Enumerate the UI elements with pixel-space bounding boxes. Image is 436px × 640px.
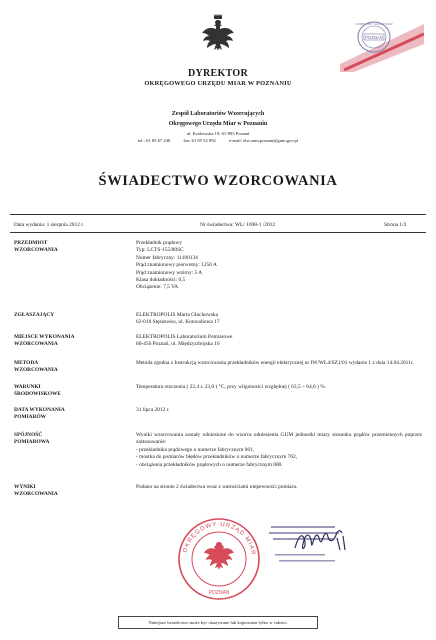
seal-city: POZNAŃ (208, 590, 230, 596)
copy-notice: Niniejsze świadectwo może być okazywane lub kopiowane tylko w całości. (118, 616, 318, 629)
traceability-text: Wyniki wzorcowania zostały odniesione do wzorca odniesienia GUM jednostki miary stosunku prądów przemiennych poprzez zastosowanie: - przekładnika prądowego o numerze fabrycznym 061, - mostka do pomiarów błędów przekładników o numerze fabrycznym 762, - obciążenia przekładników prądowych o numerze fabrycznym 080. (136, 432, 422, 468)
lab-email: e-mail: zlw.oum.poznan@gum.gov.pl (228, 138, 299, 143)
conditions-text: Temperatura otoczenia ( 22,4 ± 23,0 ) °C, przy wilgotności względnej ( 63,5 ÷ 64,6 ) %. (136, 384, 327, 390)
director-title: DYREKTOR (187, 68, 248, 79)
measurement-date-label: DATA WYKONANIA POMIARÓW (14, 407, 65, 421)
page-number: Strona 1/2 (384, 222, 407, 228)
lab-fax: fax: 61 85 52 892 (183, 138, 216, 143)
method-text: Metoda zgodna z Instrukcją wzorcowania przekładników energii elektrycznej nr IW/WL4/SZ1/01 wydanie 1 z dnia 14.04.2011r. (136, 360, 414, 366)
measurement-date: 31 lipca 2012 r. (136, 407, 170, 413)
lab-phone: tel.: 61 85 67 240 (137, 138, 171, 143)
lab-name-line1: Zespół Laboratoriów Wzorcujących (171, 111, 265, 117)
official-round-seal (176, 516, 262, 602)
place-label: MIEJSCE WYKONANIA WZORCOWANIA (14, 334, 75, 348)
results-label: WYNIKI WZORCOWANIA (14, 484, 58, 498)
red-office-stamp (340, 14, 424, 72)
document-title: ŚWIADECTWO WZORCOWANIA (98, 173, 338, 189)
certificate-number: Nr świadectwa: WL/ 1698-1 /2012 (200, 222, 276, 228)
conditions-label: WARUNKI ŚRODOWISKOWE (14, 384, 62, 398)
place-details: ELEKTROPOLIS Laboratorium Pomiarowe 60-456 Poznań, ul. Międzyzdrojska 16 (136, 334, 233, 348)
eagle-emblem (197, 14, 239, 60)
stamp-ring-text: OKRĘGOWY URZĄD MIAR (355, 22, 393, 26)
traceability-label: SPÓJNOŚĆ POMIAROWA (14, 432, 50, 446)
lab-name-line2: Okręgowego Urzędu Miar w Poznaniu (168, 121, 268, 127)
applicant-details: ELEKTROPOLIS Marta Głuchowska 62-010 Stęszewko, ul. Konwaliowa 17 (136, 312, 220, 326)
divider-top (10, 214, 426, 215)
seal-ring-text: OKRĘGOWY URZĄD MIAR (182, 521, 256, 557)
director-stamp-signature (265, 518, 375, 570)
method-label: METODA WZORCOWANIA (14, 360, 58, 374)
stamp-city: POZNAŃ (365, 35, 383, 40)
divider-meta (10, 232, 426, 233)
applicant-label: ZGŁASZAJĄCY (14, 312, 55, 318)
lab-contact (0, 138, 436, 143)
office-name: OKRĘGOWEGO URZĘDU MIAR W POZNANIU (144, 80, 292, 87)
subject-details: Przekładnik prądowy Typ: LCTS-155/80SC Numer fabryczny: 11100134 Prąd znamionowy pierwotny: 1250 A Prąd znamionowy wtórny: 5 A Klasa dokładności: 0,5 Obciążenie: 7,5 VA (136, 240, 217, 291)
subject-label: PRZEDMIOT WZORCOWANIA (14, 240, 58, 254)
lab-address: ul. Krakowska 19, 61-893 Poznań (186, 131, 250, 136)
results-text: Podano na stronie 2 świadectwa wraz z wartościami niepewności pomiaru. (136, 484, 298, 490)
issue-date: Data wydania: 1 sierpnia 2012 r. (14, 222, 85, 228)
